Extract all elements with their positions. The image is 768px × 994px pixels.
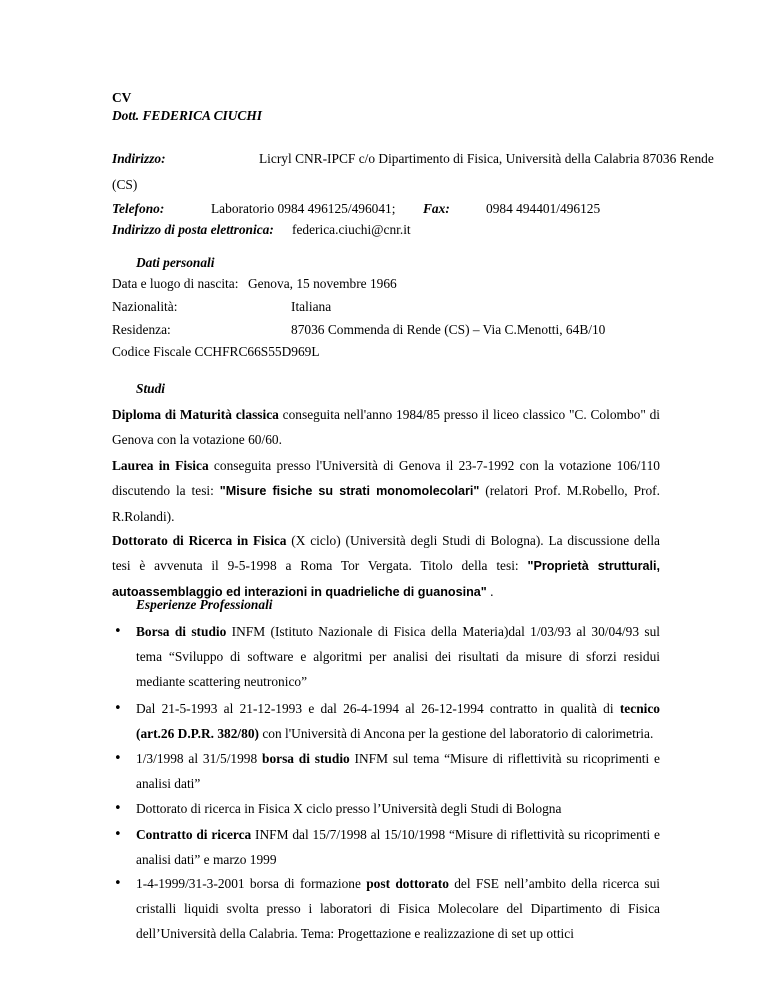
fiscal-code: Codice Fiscale CCHFRC66S55D969L bbox=[112, 344, 320, 359]
personal-heading: Dati personali bbox=[136, 255, 215, 270]
fax-label: Fax: bbox=[423, 201, 450, 216]
laurea-title: Laurea in Fisica bbox=[112, 458, 209, 473]
laurea-thesis-title: "Misure fisiche su strati monomolecolari" bbox=[219, 484, 480, 499]
phd-thesis-title: "Proprietà strutturali, autoassemblaggio ed interazioni in quadrieliche di guanosina" bbox=[112, 559, 660, 600]
address-value: Licryl CNR-IPCF c/o Dipartimento di Fisica, Università della Calabria 87036 Rende bbox=[259, 151, 714, 166]
diploma-title: Diploma di Maturità classica bbox=[112, 407, 279, 422]
cv-title: CV bbox=[112, 90, 132, 105]
address-label: Indirizzo: bbox=[112, 151, 166, 166]
fax-value: 0984 494401/496125 bbox=[486, 201, 601, 216]
diploma-paragraph bbox=[112, 402, 660, 452]
item-pre: 1/3/1998 al 31/5/1998 bbox=[136, 751, 262, 766]
experience-item bbox=[136, 619, 660, 695]
birth-value: Genova, 15 novembre 1966 bbox=[248, 276, 397, 291]
experience-item bbox=[136, 871, 660, 947]
experience-item bbox=[136, 822, 660, 872]
item-pre: 1-4-1999/31-3-2001 borsa di formazione bbox=[136, 876, 367, 891]
nationality-label: Nazionalità: bbox=[112, 299, 178, 314]
item-text: INFM dal 15/7/1998 al 15/10/1998 “Misure di riflettività su ricoprimenti e analisi dati” e marzo 1999 bbox=[136, 827, 660, 868]
experience-item bbox=[136, 796, 660, 821]
item-bold: post dottorato bbox=[366, 876, 449, 891]
address-continued: (CS) bbox=[112, 177, 138, 192]
residence-value: 87036 Commenda di Rende (CS) – Via C.Menotti, 64B/10 bbox=[291, 322, 606, 337]
laurea-end: (relatori Prof. M.Robello, Prof. R.Rolandi). bbox=[112, 483, 660, 525]
item-text: del FSE nell’ambito della ricerca sui cristalli liquidi svolta presso i laboratori di Fisica Molecolare del Dipartimento di Fisica dell’Università della Calabria. Tema: Progettazione e realizzazione di set up ottici bbox=[136, 876, 660, 942]
diploma-text: conseguita nell'anno 1984/85 presso il liceo classico "C. Colombo" di Genova con la votazione 60/60. bbox=[112, 407, 661, 448]
bullet-icon: • bbox=[114, 701, 122, 716]
phd-title: Dottorato di Ricerca in Fisica bbox=[112, 533, 287, 548]
bullet-icon: • bbox=[114, 827, 122, 842]
phd-end: . bbox=[486, 584, 494, 600]
phd-text: (X ciclo) (Università degli Studi di Bologna). La discussione della tesi è avvenuta il 9-5-1998 a Roma Tor Vergata. Titolo della tesi: bbox=[112, 533, 660, 574]
item-bold: borsa di studio bbox=[262, 751, 350, 766]
item-text: INFM (Istituto Nazionale di Fisica della Materia)dal 1/03/93 al 30/04/93 sul tema “Sviluppo di software e algoritmi per analisi dei risultati da misure di sforzi residui mediante scattering neutronico” bbox=[136, 624, 660, 690]
experience-heading: Esperienze Professionali bbox=[136, 597, 273, 612]
item-bold: tecnico (art.26 D.P.R. 382/80) bbox=[136, 701, 660, 742]
item-text: INFM sul tema “Misure di riflettività su ricoprimenti e analisi dati” bbox=[136, 751, 660, 792]
phd-paragraph bbox=[112, 528, 660, 606]
item-bold: Borsa di studio bbox=[136, 624, 227, 639]
person-name: Dott. FEDERICA CIUCHI bbox=[112, 108, 262, 123]
phone-label: Telefono: bbox=[112, 201, 165, 216]
studies-heading: Studi bbox=[136, 381, 166, 396]
laurea-text: conseguita presso l'Università di Genova il 23-7-1992 con la votazione 106/110 discutendo la tesi: bbox=[112, 458, 660, 499]
experience-item bbox=[136, 696, 660, 746]
item-bold: Contratto di ricerca bbox=[136, 827, 252, 842]
item-text: con l'Università di Ancona per la gestione del laboratorio di calorimetria. bbox=[258, 726, 654, 742]
laurea-paragraph bbox=[112, 453, 660, 530]
nationality-value: Italiana bbox=[291, 299, 332, 314]
birth-label: Data e luogo di nascita: bbox=[112, 276, 239, 291]
bullet-icon: • bbox=[114, 876, 122, 891]
residence-label: Residenza: bbox=[112, 322, 171, 337]
phone-value: Laboratorio 0984 496125/496041; bbox=[211, 201, 396, 216]
experience-item bbox=[136, 746, 660, 796]
email-value[interactable]: federica.ciuchi@cnr.it bbox=[292, 222, 411, 237]
item-pre: Dal 21-5-1993 al 21-12-1993 e dal 26-4-1994 al 26-12-1994 contratto in qualità di bbox=[136, 701, 620, 716]
bullet-icon: • bbox=[114, 624, 122, 639]
email-label: Indirizzo di posta elettronica: bbox=[112, 222, 274, 237]
item-pre: Dottorato di ricerca in Fisica X ciclo presso l’Università degli Studi di Bologna bbox=[136, 801, 562, 816]
bullet-icon: • bbox=[114, 751, 122, 766]
bullet-icon: • bbox=[114, 801, 122, 816]
